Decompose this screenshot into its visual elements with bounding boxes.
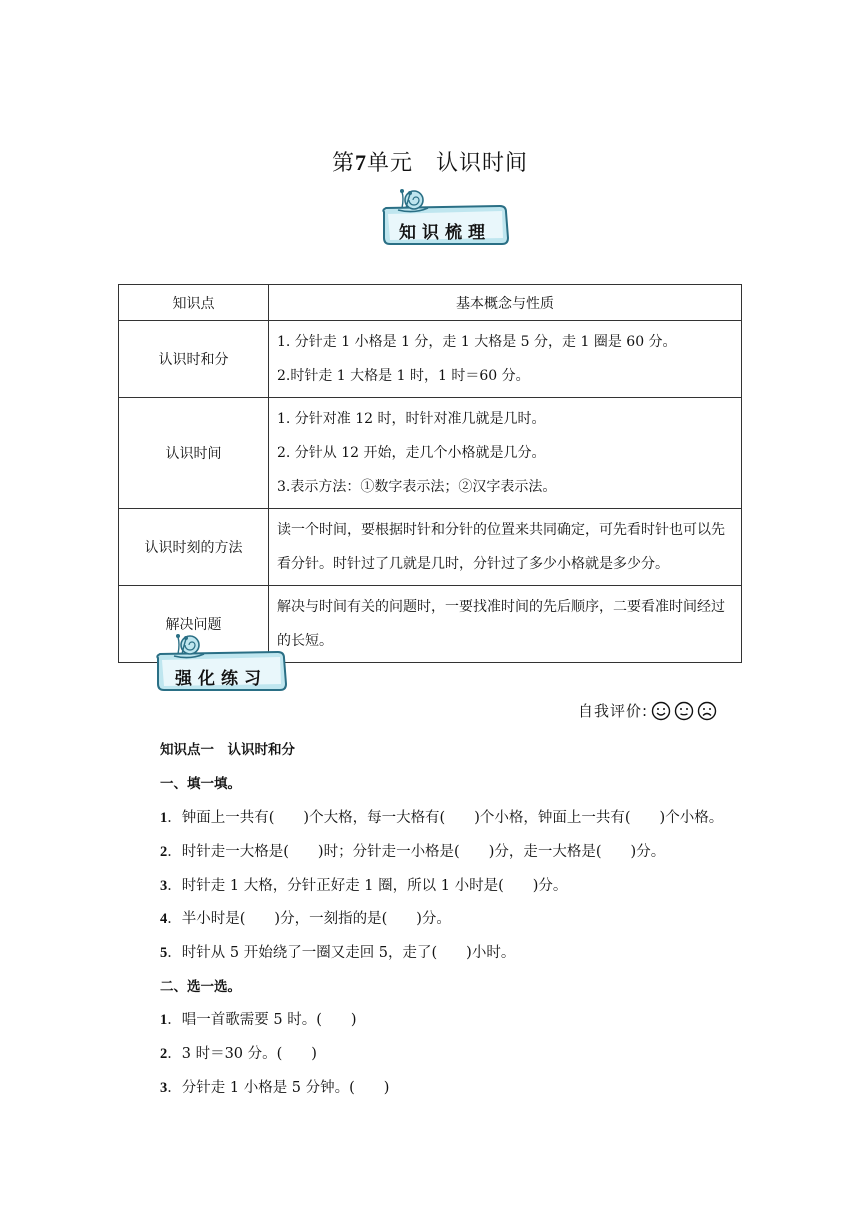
question-number: 1 — [160, 810, 168, 826]
question-item — [160, 840, 665, 861]
question-number: 3 — [160, 878, 168, 894]
self-evaluation-label: 自我评价: — [578, 702, 649, 720]
question-text: ．时针走 1 大格，分针正好走 1 圈，所以 1 小时是( )分。 — [167, 878, 568, 894]
question-number: 4 — [160, 911, 168, 927]
question-text: ．钟面上一共有( )个大格，每一大格有( )个小格，钟面上一共有( )个小格。 — [167, 810, 724, 826]
question-item — [160, 806, 723, 827]
question-text: ．唱一首歌需要 5 时。( ) — [167, 1012, 357, 1028]
table-cell-concept — [269, 398, 742, 509]
concept-line: 2.时针走 1 大格是 1 时，1 时＝60 分。 — [277, 368, 530, 384]
neutral-face-icon[interactable] — [674, 701, 694, 721]
concept-line: 1. 分针对准 12 时，时针对准几就是几时。 — [277, 411, 546, 427]
title-suffix: 单元 认识时间 — [367, 151, 529, 176]
table-cell-topic: 认识时和分 — [119, 321, 269, 398]
question-text: ．半小时是( )分，一刻指的是( )分。 — [167, 911, 451, 927]
table-header-concept: 基本概念与性质 — [269, 285, 742, 321]
table-header-topic: 知识点 — [119, 285, 269, 321]
concept-line: 2. 分针从 12 开始，走几个小格就是几分。 — [277, 445, 546, 461]
question-item — [160, 1042, 317, 1063]
question-number: 3 — [160, 1080, 168, 1096]
happy-face-icon[interactable] — [651, 701, 671, 721]
question-text: ．时针走一大格是( )时；分针走一小格是( )分，走一大格是( )分。 — [167, 844, 666, 860]
question-text: ．3 时＝30 分。( ) — [167, 1046, 317, 1062]
question-item — [160, 1008, 357, 1029]
table-cell-topic: 解决问题 — [119, 586, 269, 663]
question-item — [160, 874, 567, 895]
practice-badge — [154, 630, 288, 692]
section-heading: 知识点一 认识时和分 — [160, 742, 295, 758]
title-prefix: 第 — [331, 151, 355, 176]
self-evaluation — [578, 700, 717, 721]
table-cell-concept: 解决与时间有关的问题时，一要找准时间的先后顺序，二要看准时间经过的长短。 — [269, 586, 742, 663]
table-row — [119, 398, 742, 509]
question-text: ．分针走 1 小格是 5 分钟。( ) — [167, 1080, 390, 1096]
question-number: 5 — [160, 945, 168, 961]
knowledge-table — [118, 284, 742, 663]
concept-line: 1. 分针走 1 小格是 1 分，走 1 大格是 5 分，走 1 圈是 60 分。 — [277, 334, 677, 350]
sad-face-icon[interactable] — [697, 701, 717, 721]
question-item — [160, 941, 515, 962]
question-number: 1 — [160, 1012, 168, 1028]
question-item — [160, 1076, 389, 1097]
table-cell-topic: 认识时刻的方法 — [119, 509, 269, 586]
title-unit-number: 7 — [355, 150, 367, 175]
table-row — [119, 321, 742, 398]
question-number: 2 — [160, 844, 168, 860]
table-header-row — [119, 285, 742, 321]
table-cell-concept — [269, 321, 742, 398]
question-text: ．时针从 5 开始绕了一圈又走回 5，走了( )小时。 — [167, 945, 516, 961]
part2-heading: 二、选一选。 — [160, 979, 241, 995]
table-row — [119, 509, 742, 586]
question-number: 2 — [160, 1046, 168, 1062]
question-item — [160, 907, 451, 928]
knowledge-review-badge — [380, 186, 510, 246]
concept-line: 3.表示方法：①数字表示法；②汉字表示法。 — [277, 479, 557, 495]
part1-heading: 一、填一填。 — [160, 776, 241, 792]
table-cell-concept: 读一个时间，要根据时针和分针的位置来共同确定，可先看时针也可以先看分针。时针过了几就是几时，分针过了多少小格就是多少分。 — [269, 509, 742, 586]
badge-label: 强化练习 — [175, 669, 267, 689]
page-title — [0, 146, 860, 177]
table-cell-topic: 认识时间 — [119, 398, 269, 509]
badge-label: 知识梳理 — [399, 223, 491, 243]
